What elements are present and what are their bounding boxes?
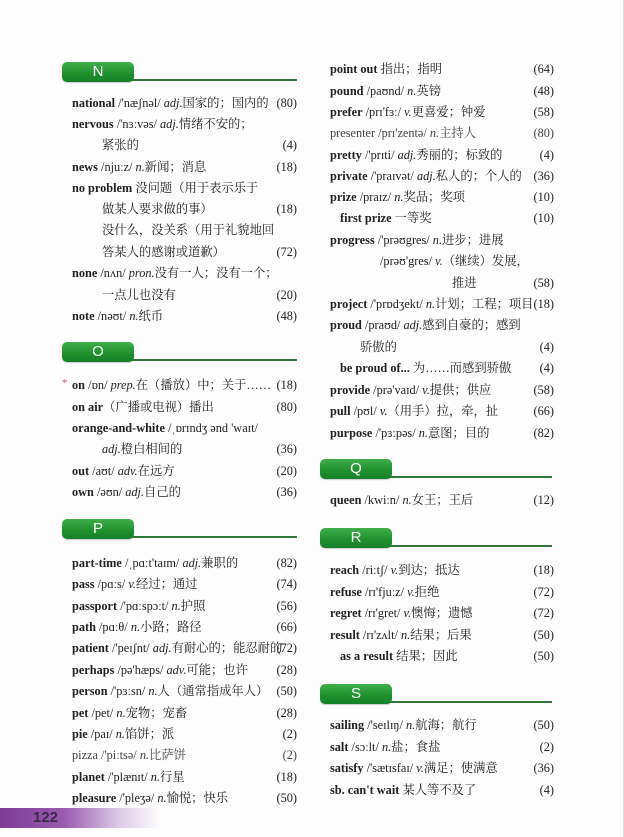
entry-presenter: presenter /prɪ'zentə/ n.主持人 (80) [330, 126, 554, 140]
section-header-o [62, 342, 297, 366]
entry-note: note /nəʊt/ n.纸币 (48) [72, 309, 297, 323]
divider [390, 476, 552, 478]
divider [132, 79, 297, 81]
entry-progress: progress /'prəʊgres/ n.进步；进展 [330, 233, 504, 247]
entry-patient: patient /'peɪʃnt/ adj.有耐心的；能忍耐的 (72) [72, 641, 297, 655]
entry-first-prize: first prize 一等奖 (10) [340, 211, 554, 225]
entry-satisfy: satisfy /'sætɪsfaɪ/ v.满足；使满意 (36) [330, 761, 554, 775]
divider [390, 701, 552, 703]
entry-queen: queen /kwiːn/ n.女王；王后 (12) [330, 493, 554, 507]
entry-pie: pie /paɪ/ n.馅饼；派 (2) [72, 727, 297, 741]
section-header-r [320, 528, 552, 552]
entry-orange-and-white-cont: adj.橙白相间的 (36) [102, 442, 297, 456]
entry-salt: salt /sɔːlt/ n.盐；食盐 (2) [330, 740, 554, 754]
entry-no-problem-cont3: 答某人的感谢或道歉） (72) [102, 245, 297, 259]
entry-progress-verb: /prəʊ'gres/ v.（继续）发展， [380, 254, 529, 268]
entry-proud: proud /praʊd/ adj.感到自豪的；感到 [330, 318, 521, 332]
entry-pound: pound /paʊnd/ n.英镑 (48) [330, 84, 554, 98]
entry-perhaps: perhaps /pə'hæps/ adv.可能；也许 (28) [72, 663, 297, 677]
section-header-s [320, 684, 552, 708]
entry-pleasure: pleasure /'pleʒə/ n.愉悦；快乐 (50) [72, 791, 297, 805]
entry-person: person /'pɜːsn/ n.人（通常指成年人） (50) [72, 684, 297, 698]
entry-pretty: pretty /'prɪti/ adj.秀丽的；标致的 (4) [330, 148, 554, 162]
section-letter: Q [320, 459, 392, 479]
entry-provide: provide /prə'vaɪd/ v.提供；供应 (58) [330, 383, 554, 397]
entry-pass: pass /pɑːs/ v.经过；通过 (74) [72, 577, 297, 591]
divider [132, 359, 297, 361]
section-header-q [320, 459, 552, 483]
section-header-n [62, 62, 297, 86]
entry-no-problem-cont2: 没什么，没关系（用于礼貌地回 [102, 223, 275, 237]
entry-refuse: refuse /rɪ'fjuːz/ v.拒绝 (72) [330, 585, 554, 599]
entry-nervous-cont: 紧张的 (4) [102, 138, 297, 152]
entry-project: project /'prɒdʒekt/ n.计划；工程；项目 (18) [330, 297, 554, 311]
section-letter: P [62, 519, 134, 539]
page-footer-band [0, 808, 160, 828]
entry-proud-cont: 骄傲的 (4) [360, 340, 554, 354]
entry-nervous: nervous /'nɜːvəs/ adj.情绪不安的； [72, 117, 253, 131]
entry-out: out /aʊt/ adv.在远方 (20) [72, 464, 297, 478]
entry-none-cont: 一点儿也没有 (20) [102, 288, 297, 302]
entry-purpose: purpose /'pɜːpəs/ n.意图；目的 (82) [330, 426, 554, 440]
entry-point-out: point out 指出；指明 (64) [330, 62, 554, 76]
entry-no-problem-cont: 做某人要求做的事） (18) [102, 202, 297, 216]
section-letter: R [320, 528, 392, 548]
divider [390, 545, 552, 547]
entry-result: result /rɪ'zʌlt/ n.结果；后果 (50) [330, 628, 554, 642]
entry-news: news /njuːz/ n.新闻；消息 (18) [72, 160, 297, 174]
entry-pizza: pizza /'piːtsə/ n.比萨饼 (2) [72, 748, 297, 762]
entry-none: none /nʌn/ pron.没有一人；没有一个； [72, 266, 278, 280]
entry-orange-and-white: orange-and-white /ˌɒrɪndʒ ənd 'waɪt/ [72, 421, 258, 435]
entry-path: path /pɑːθ/ n.小路；路径 (66) [72, 620, 297, 634]
entry-pet: pet /pet/ n.宠物；宠畜 (28) [72, 706, 297, 720]
entry-be-proud-of: be proud of... 为……而感到骄傲 (4) [340, 361, 554, 375]
entry-part-time: part-time /ˌpɑːt'taɪm/ adj.兼职的 (82) [72, 556, 297, 570]
section-letter: S [320, 684, 392, 704]
entry-sb-cant-wait: sb. can't wait 某人等不及了 (4) [330, 783, 554, 797]
star-icon: * [62, 377, 68, 389]
entry-national: national /'næʃnəl/ adj.国家的；国内的 (80) [72, 96, 297, 110]
entry-reach: reach /riːtʃ/ v.到达；抵达 (18) [330, 563, 554, 577]
entry-on-air: on air（广播或电视）播出 (80) [72, 400, 297, 414]
entry-regret: regret /rɪ'gret/ v.懊悔；遗憾 (72) [330, 606, 554, 620]
entry-prize: prize /praɪz/ n.奖品；奖项 (10) [330, 190, 554, 204]
entry-planet: planet /'plænɪt/ n.行星 (18) [72, 770, 297, 784]
section-header-p [62, 519, 297, 543]
entry-pull: pull /pʊl/ v.（用手）拉，牵，扯 (66) [330, 404, 554, 418]
entry-sailing: sailing /'seɪlɪŋ/ n.航海；航行 (50) [330, 718, 554, 732]
entry-private: private /'praɪvət/ adj.私人的；个人的 (36) [330, 169, 554, 183]
entry-passport: passport /'pɑːspɔːt/ n.护照 (56) [72, 599, 297, 613]
divider [132, 536, 297, 538]
entry-prefer: prefer /prɪ'fɜː/ v.更喜爱；钟爱 (58) [330, 105, 554, 119]
entry-progress-cont: 推进 (58) [452, 276, 554, 290]
entry-own: own /əʊn/ adj.自己的 (36) [72, 485, 297, 499]
section-letter: N [62, 62, 134, 82]
entry-on: * on /ɒn/ prep.在（播放）中；关于…… (18) [62, 377, 297, 392]
page-number: 122 [33, 809, 59, 826]
entry-no-problem: no problem 没问题（用于表示乐于 [72, 181, 259, 195]
entry-as-a-result: as a result 结果；因此 (50) [340, 649, 554, 663]
section-letter: O [62, 342, 134, 362]
